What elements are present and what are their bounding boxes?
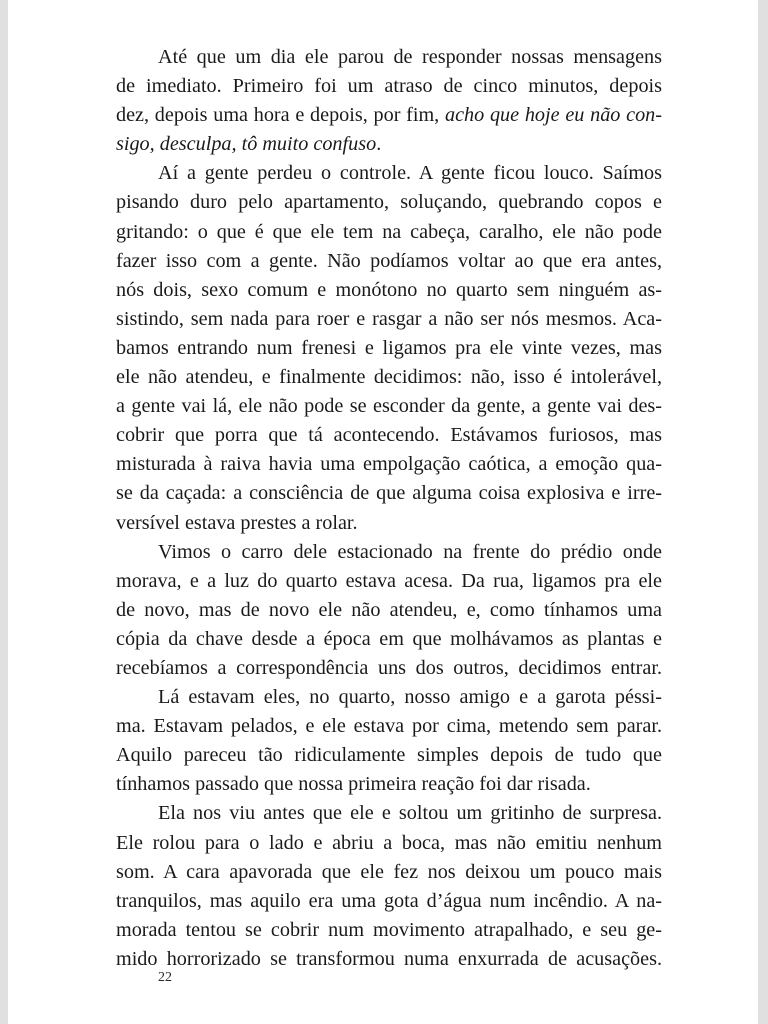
italic-span: sigo, desculpa, tô muito confuso xyxy=(116,133,377,156)
text-line: pisando duro pelo apartamento, soluçando, quebrando copos e xyxy=(116,191,662,214)
text-line: Lá estavam eles, no quarto, nosso amigo e a garota péssi- xyxy=(158,686,662,709)
text-line: Até que um dia ele parou de responder nossas mensagens xyxy=(158,46,662,68)
body-text xyxy=(116,43,662,974)
italic-span: acho que hoje eu não con- xyxy=(444,104,662,127)
text-line: gritando: o que é que ele tem na cabeça, caralho, ele não pode xyxy=(116,220,662,243)
text-span: dez, depois uma hora e depois, por fim, xyxy=(116,104,440,127)
text-line: som. A cara apavorada que ele fez nos deixou um pouco mais xyxy=(116,860,662,883)
text-line: fazer isso com a gente. Não podíamos voltar ao que era antes, xyxy=(116,249,662,272)
paragraph xyxy=(116,159,662,537)
paragraph xyxy=(116,43,662,159)
text-line: mido horrorizado se transformou numa enxurrada de acusações. xyxy=(116,947,662,970)
book-page xyxy=(8,0,758,1024)
text-line: a gente vai lá, ele não pode se esconder da gente, a gente vai des- xyxy=(116,395,662,418)
text-line: misturada à raiva havia uma empolgação caótica, a emoção qua- xyxy=(116,453,662,476)
text-line: cópia da chave desde a época em que molhávamos as plantas e xyxy=(116,627,662,650)
text-line: Ele rolou para o lado e abriu a boca, mas não emitiu nenhum xyxy=(116,831,662,854)
text-line: Ela nos viu antes que ele e soltou um gritinho de surpresa. xyxy=(158,802,662,825)
text-line: tínhamos passado que nossa primeira reação foi dar risada. xyxy=(116,773,591,796)
text-line: ma. Estavam pelados, e ele estava por cima, metendo sem parar. xyxy=(116,715,662,738)
text-line: versível estava prestes a rolar. xyxy=(116,511,358,534)
text-line xyxy=(116,130,662,159)
text-line: morava, e a luz do quarto estava acesa. Da rua, ligamos pra ele xyxy=(116,569,662,592)
text-line: Aquilo pareceu tão ridiculamente simples depois de tudo que xyxy=(116,744,662,767)
text-line: ele não atendeu, e finalmente decidimos: não, isso é intolerável, xyxy=(116,366,662,389)
text-line: nós dois, sexo comum e monótono no quarto sem ninguém as- xyxy=(116,278,662,301)
text-line: tranquilos, mas aquilo era uma gota d’água num incêndio. A na- xyxy=(116,889,662,912)
page-number: 22 xyxy=(158,970,172,985)
text-line: Vimos o carro dele estacionado na frente do prédio onde xyxy=(158,540,662,563)
text-line: de novo, mas de novo ele não atendeu, e, como tínhamos uma xyxy=(116,598,662,621)
paragraph xyxy=(116,683,662,799)
text-line: se da caçada: a consciência de que alguma coisa explosiva e irre- xyxy=(116,482,662,505)
text-line: recebíamos a correspondência uns dos outros, decidimos entrar. xyxy=(116,656,662,679)
text-line: morada tentou se cobrir num movimento atrapalhado, e seu ge- xyxy=(116,918,662,941)
paragraph xyxy=(116,799,662,974)
text-line: sistindo, sem nada para roer e rasgar a não ser nós mesmos. Aca- xyxy=(116,307,662,330)
text-line: de imediato. Primeiro foi um atraso de cinco minutos, depois xyxy=(116,75,662,98)
text-line: cobrir que porra que tá acontecendo. Estávamos furiosos, mas xyxy=(116,424,662,447)
paragraph xyxy=(116,538,662,683)
text-line: Aí a gente perdeu o controle. A gente ficou louco. Saímos xyxy=(158,162,662,185)
text-line: bamos entrando num frenesi e ligamos pra ele vinte vezes, mas xyxy=(116,336,662,359)
text-span: . xyxy=(376,133,382,156)
text-line xyxy=(116,101,662,130)
